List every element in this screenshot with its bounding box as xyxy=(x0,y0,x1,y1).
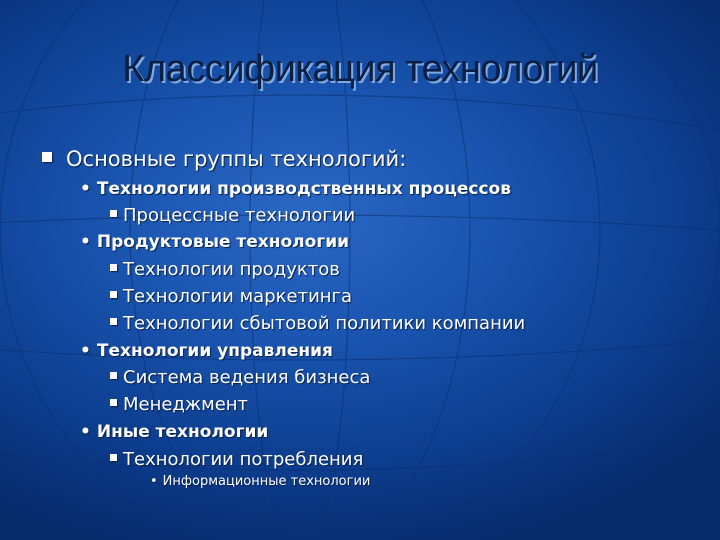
item-bullet xyxy=(110,259,340,280)
main-bullet-text: Основные группы технологий: xyxy=(66,147,407,171)
item-bullet xyxy=(110,367,370,388)
square-bullet-icon xyxy=(110,291,117,298)
item-bullet xyxy=(110,286,352,307)
dot-bullet-icon: • xyxy=(80,341,91,361)
dot-bullet-icon: • xyxy=(150,474,158,489)
item-label: Процессные технологии xyxy=(123,205,356,226)
group-label: Иные технологии xyxy=(96,422,269,442)
group-bullet xyxy=(80,422,268,442)
dot-bullet-icon: • xyxy=(80,422,91,442)
subitem-label: Информационные технологии xyxy=(162,474,371,489)
square-bullet-icon xyxy=(42,152,52,162)
square-bullet-icon xyxy=(110,210,117,217)
group-label: Технологии производственных процессов xyxy=(96,179,511,199)
item-bullet xyxy=(110,449,363,470)
group-label: Технологии управления xyxy=(96,341,333,361)
item-label: Технологии сбытовой политики компании xyxy=(123,313,526,334)
square-bullet-icon xyxy=(110,264,117,271)
group-bullet xyxy=(80,179,511,199)
dot-bullet-icon: • xyxy=(80,232,91,252)
item-label: Технологии продуктов xyxy=(123,259,340,280)
group-bullet xyxy=(80,341,333,361)
slide-title: Классификация технологий xyxy=(122,48,598,90)
item-label: Система ведения бизнеса xyxy=(123,367,371,388)
group-label: Продуктовые технологии xyxy=(96,232,350,252)
main-bullet xyxy=(42,147,406,171)
group-bullet xyxy=(80,232,349,252)
dot-bullet-icon: • xyxy=(80,179,91,199)
item-label: Технологии маркетинга xyxy=(123,286,353,307)
item-label: Менеджмент xyxy=(123,394,249,415)
item-bullet xyxy=(110,205,355,226)
item-bullet xyxy=(110,394,248,415)
square-bullet-icon xyxy=(110,372,117,379)
item-bullet xyxy=(110,313,525,334)
subitem-bullet xyxy=(150,474,370,489)
square-bullet-icon xyxy=(110,454,117,461)
item-label: Технологии потребления xyxy=(123,449,364,470)
square-bullet-icon xyxy=(110,318,117,325)
square-bullet-icon xyxy=(110,399,117,406)
